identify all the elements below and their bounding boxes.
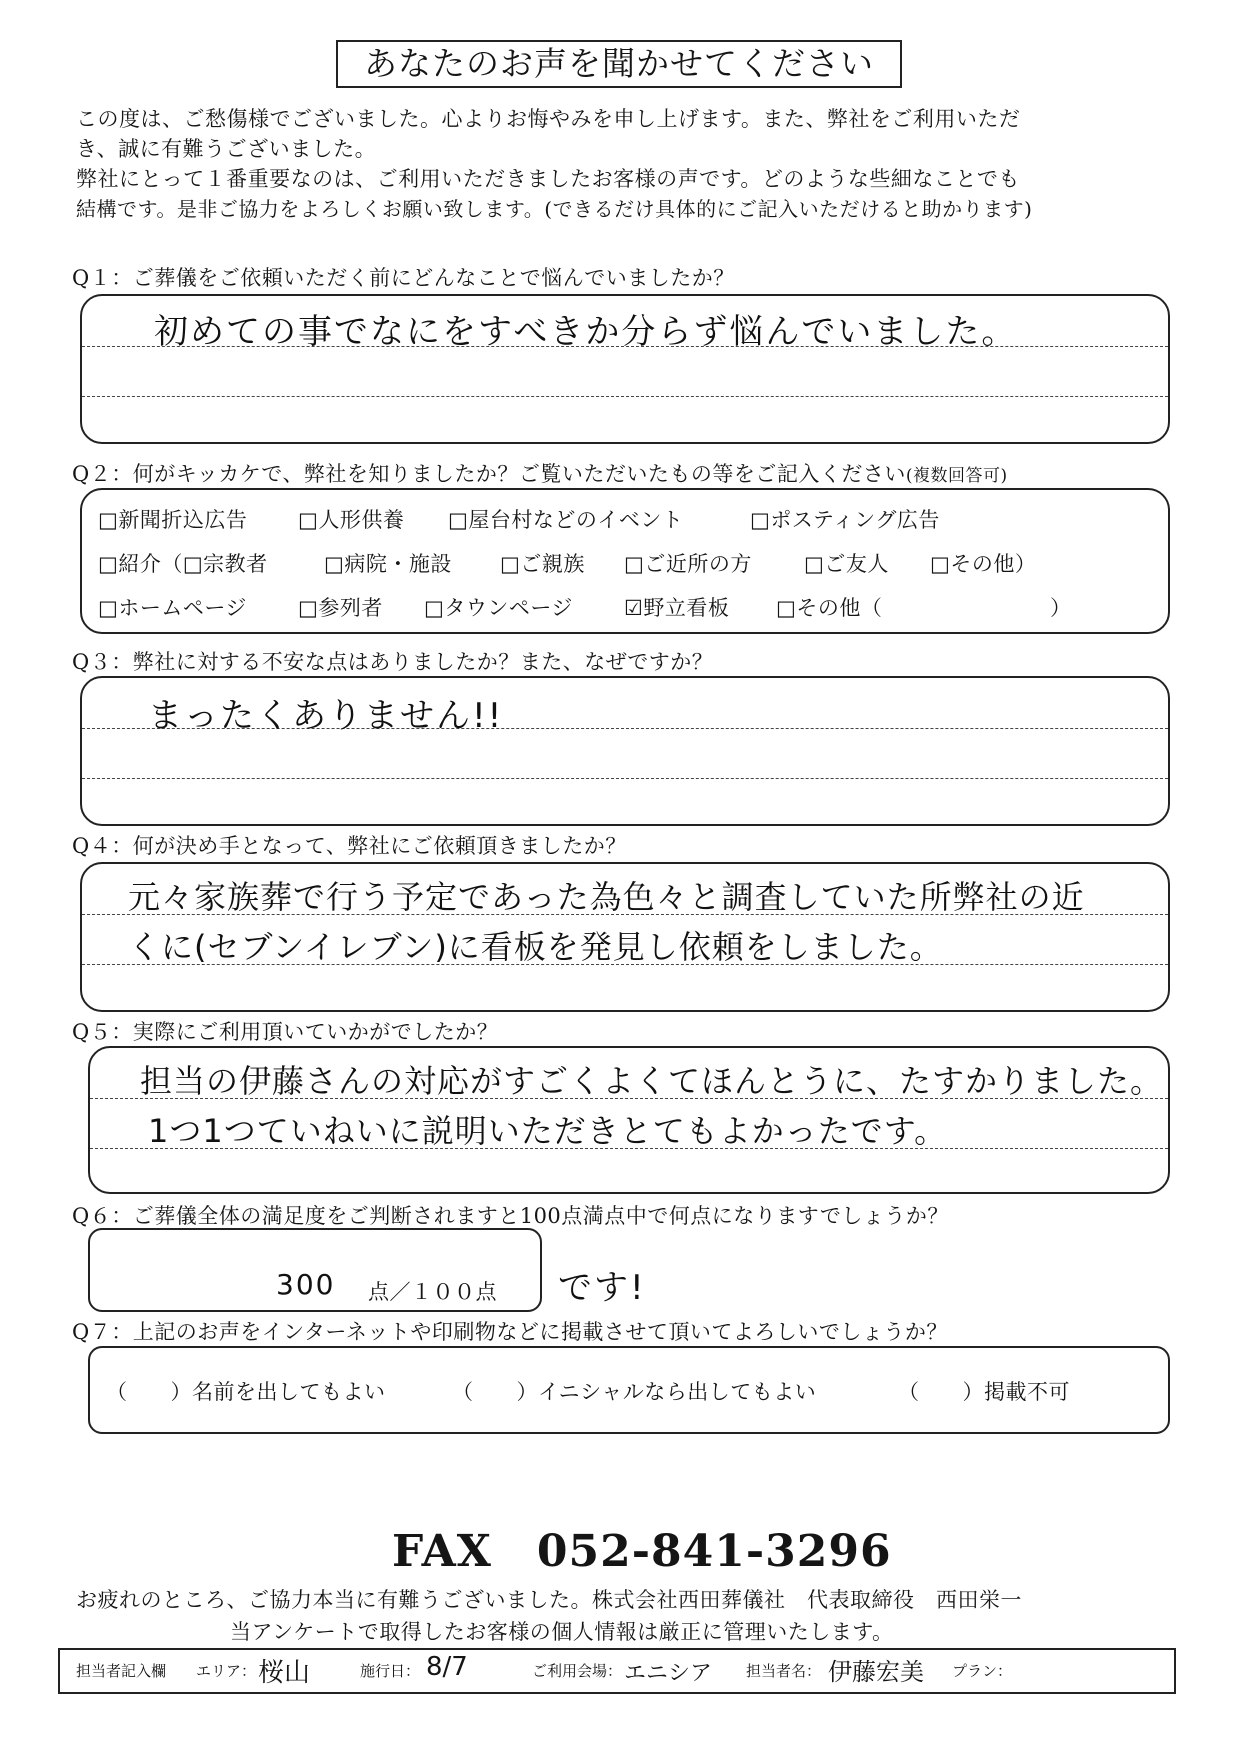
thanks-text: お疲れのところ、ご協力本当に有難うございました。株式会社西田葬儀社 代表取締役 西田栄一	[76, 1588, 1022, 1612]
q2-opt-other-referral[interactable]: □その他）	[930, 552, 1037, 576]
q1-rule-2	[82, 396, 1168, 397]
staff-venue-value: エニシア	[624, 1661, 713, 1686]
staff-person-value: 伊藤宏美	[828, 1658, 924, 1686]
q5-label: Q５：実際にご利用頂いていかがでしたか？	[72, 1020, 499, 1044]
q2-label-note: (複数回答可)	[905, 466, 1008, 486]
q3-label: Q３：弊社に対する不安な点はありましたか？また、なぜですか？	[72, 650, 714, 674]
q5-answer-line-2: 1つ1つていねいに説明いただきとてもよかったです。	[148, 1112, 948, 1150]
q2-opt-referral[interactable]: □紹介（□宗教者	[98, 552, 268, 576]
staff-plan-label: プラン：	[952, 1662, 1013, 1680]
q2-opt-other[interactable]: □その他（	[776, 596, 883, 620]
q7-opt-name-ok[interactable]: （ ）名前を出してもよい	[106, 1380, 386, 1404]
staff-area-value: 桜山	[258, 1658, 311, 1688]
q2-opt-other-close: ）	[1050, 596, 1072, 620]
intro-line-1: この度は、ご愁傷様でございました。心よりお悔やみを申し上げます。また、弊社をご利用いただ	[76, 107, 1021, 131]
q7-label: Q７：上記のお声をインターネットや印刷物などに掲載させて頂いてよろしいでしょうか？	[72, 1320, 948, 1344]
staff-date-label: 施行日：	[360, 1662, 421, 1680]
q2-opt-townpage[interactable]: □タウンページ	[424, 596, 573, 620]
q7-opt-not-allowed[interactable]: （ ）掲載不可	[898, 1380, 1070, 1404]
q2-opt-doll-memorial[interactable]: □人形供養	[298, 508, 405, 532]
privacy-note: 当アンケートで取得したお客様の個人情報は厳正に管理いたします。	[230, 1620, 894, 1644]
q2-opt-relatives[interactable]: □ご親族	[500, 552, 585, 576]
q2-label-main: Q２：何がキッカケで、弊社を知りましたか？ご覧いただいたもの等をご記入ください	[72, 462, 906, 486]
page-title: あなたのお声を聞かせてください	[336, 40, 902, 88]
q1-answer: 初めての事でなにをすべきか分らず悩んでいました。	[154, 312, 1018, 352]
intro-line-4: 結構です。是非ご協力をよろしくお願い致します。(できるだけ具体的にご記入いただけると助かります)	[76, 197, 1033, 221]
q2-opt-friends[interactable]: □ご友人	[804, 552, 889, 576]
q4-label: Q４：何が決め手となって、弊社にご依頼頂きましたか？	[72, 834, 627, 858]
q2-opt-event[interactable]: □屋台村などのイベント	[448, 508, 684, 532]
q6-score-value: 300	[276, 1268, 336, 1301]
intro-line-3: 弊社にとって１番重要なのは、ご利用いただきましたお客様の声です。どのような些細なことでも	[76, 167, 1020, 191]
q4-answer-line-2: くに(セブンイレブン)に看板を発見し依頼をしました。	[128, 928, 943, 966]
q6-score-unit: 点／１００点	[368, 1280, 497, 1304]
q2-opt-attendee[interactable]: □参列者	[298, 596, 383, 620]
q3-answer: まったくありません!!	[148, 696, 504, 736]
q2-opt-hospital[interactable]: □病院・施設	[324, 552, 452, 576]
q2-opt-homepage[interactable]: □ホームページ	[98, 596, 247, 620]
q2-label	[72, 458, 1008, 488]
q3-rule-2	[82, 778, 1168, 779]
q6-suffix: です!	[558, 1268, 646, 1308]
q2-opt-newspaper[interactable]: □新聞折込広告	[98, 508, 248, 532]
q2-opt-signboard-checked[interactable]: ☑野立看板	[624, 596, 730, 620]
q7-opt-initials-ok[interactable]: （ ）イニシャルなら出してもよい	[452, 1380, 817, 1404]
q2-opt-posting[interactable]: □ポスティング広告	[750, 508, 940, 532]
staff-area-label: エリア：	[196, 1662, 257, 1680]
intro-line-2: き、誠に有難うございました。	[76, 137, 377, 161]
q6-label: Q６：ご葬儀全体の満足度をご判断されますと100点満点中で何点になりますでしょうか？	[72, 1204, 949, 1228]
staff-date-value: 8/7	[426, 1652, 468, 1682]
q1-label: Q１：ご葬儀をご依頼いただく前にどんなことで悩んでいましたか？	[72, 266, 735, 290]
staff-header: 担当者記入欄	[76, 1662, 167, 1680]
staff-person-label: 担当者名：	[746, 1662, 822, 1680]
q2-opt-neighbors[interactable]: □ご近所の方	[624, 552, 752, 576]
fax-number: FAX 052-841-3296	[392, 1526, 892, 1577]
staff-venue-label: ご利用会場：	[532, 1662, 623, 1680]
q4-answer-line-1: 元々家族葬で行う予定であった為色々と調査していた所弊社の近	[128, 878, 1085, 916]
q5-answer-line-1: 担当の伊藤さんの対応がすごくよくてほんとうに、たすかりました。	[140, 1062, 1164, 1100]
